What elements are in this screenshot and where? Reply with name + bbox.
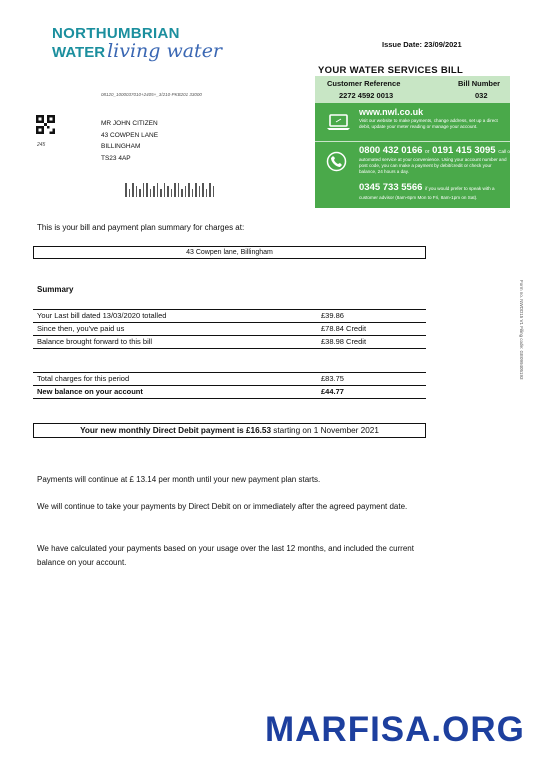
intro-text: This is your bill and payment plan summary for charges at:	[37, 223, 245, 232]
phone-numbers	[359, 145, 514, 156]
table-row	[33, 385, 426, 399]
row-value: £78.84 Credit	[321, 324, 367, 333]
payment-continuation: Payments will continue at £ 13.14 per month until your new payment plan starts.	[37, 475, 321, 484]
issue-date: Issue Date: 23/09/2021	[382, 40, 462, 49]
phone-number-3[interactable]: 0345 733 5566	[359, 182, 423, 193]
brand-living-water-text: living water	[107, 40, 223, 62]
payment-calculation: We have calculated your payments based on your usage over the last 12 months, and included the current balance on your account.	[37, 544, 414, 567]
direct-debit-amount: Your new monthly Direct Debit payment is £16.53	[80, 426, 272, 435]
brand-water-text: WATER	[52, 44, 106, 61]
table-row	[33, 322, 426, 335]
website-link[interactable]: www.nwl.co.uk	[359, 107, 424, 117]
phone-info: automated service at your convenience. Using your account number and post code, you can make a payment by debit/credit or check your balance, 24 hours a day.	[359, 157, 507, 174]
contact-panel	[315, 103, 515, 208]
summary-table	[33, 309, 426, 349]
row-value: £38.98 Credit	[321, 337, 367, 346]
or-text: or	[425, 149, 430, 155]
phone-number-2[interactable]: 0191 415 3095	[432, 145, 496, 156]
bill-number-value: 032	[475, 91, 488, 100]
payment-timing: We will continue to take your payments by Direct Debit on or immediately after the agreed payment date.	[37, 502, 408, 511]
row-label: Your Last bill dated 13/03/2020 totalled	[37, 311, 167, 320]
phone-icon	[326, 151, 347, 172]
call-our-text: Call our	[498, 149, 515, 154]
recipient-postcode: TS23 4AP	[101, 154, 131, 162]
advisor-text: if you would prefer to speak with a	[425, 186, 495, 191]
row-label: Balance brought forward to this bill	[37, 337, 153, 346]
row-label: New balance on your account	[37, 387, 143, 396]
customer-reference-label: Customer Reference	[327, 79, 401, 88]
watermark: MARFISA.ORG	[265, 710, 525, 749]
bill-title: YOUR WATER SERVICES BILL	[318, 65, 464, 76]
row-label: Total charges for this period	[37, 374, 130, 383]
row-value: £39.86	[321, 311, 344, 320]
phone-number-1[interactable]: 0800 432 0166	[359, 145, 423, 156]
postal-barcode	[125, 183, 214, 197]
advisor-hours: customer advisor (8am-6pm Mon to Fri, 8am-1pm on Sat).	[359, 195, 478, 200]
reference-box	[315, 76, 510, 103]
website-info: Visit our website to make payments, change address, set up a direct debit, update your meter reading or manage your account.	[359, 118, 498, 129]
recipient-address	[101, 118, 158, 164]
qr-number: 245	[37, 142, 46, 148]
direct-debit-summary	[33, 423, 426, 438]
recipient-name: MR JOHN CITIZEN	[101, 120, 158, 127]
table-row	[33, 372, 426, 385]
brand-logo-water	[52, 40, 222, 62]
customer-reference-value: 2272 4592 0013	[339, 91, 394, 100]
panel-divider	[315, 141, 510, 142]
mailing-reference: 08120_1000037010+2405+_3/210-PKB201 33000	[101, 92, 202, 97]
bill-number-label: Bill Number	[458, 79, 501, 88]
qr-code-icon	[36, 115, 55, 134]
table-row	[33, 335, 426, 349]
laptop-icon	[326, 113, 351, 132]
totals-table	[33, 372, 426, 399]
row-value: £83.75	[321, 374, 344, 383]
recipient-street: 43 COWPEN LANE	[101, 131, 159, 139]
advisor-phone-line	[359, 182, 495, 193]
summary-heading: Summary	[37, 285, 74, 294]
brand-logo-northumbrian: NORTHUMBRIAN	[52, 25, 180, 42]
table-row	[33, 309, 426, 322]
recipient-town: BILLINGHAM	[101, 143, 141, 150]
row-value: £44.77	[321, 387, 344, 396]
direct-debit-start: starting on 1 November 2021	[271, 426, 379, 435]
row-label: Since then, you've paid us	[37, 324, 125, 333]
property-address: 43 Cowpen lane, Billingham	[33, 246, 426, 259]
form-code: Form no. NWDD15 V1 Filing code: GE099405193	[519, 280, 524, 380]
